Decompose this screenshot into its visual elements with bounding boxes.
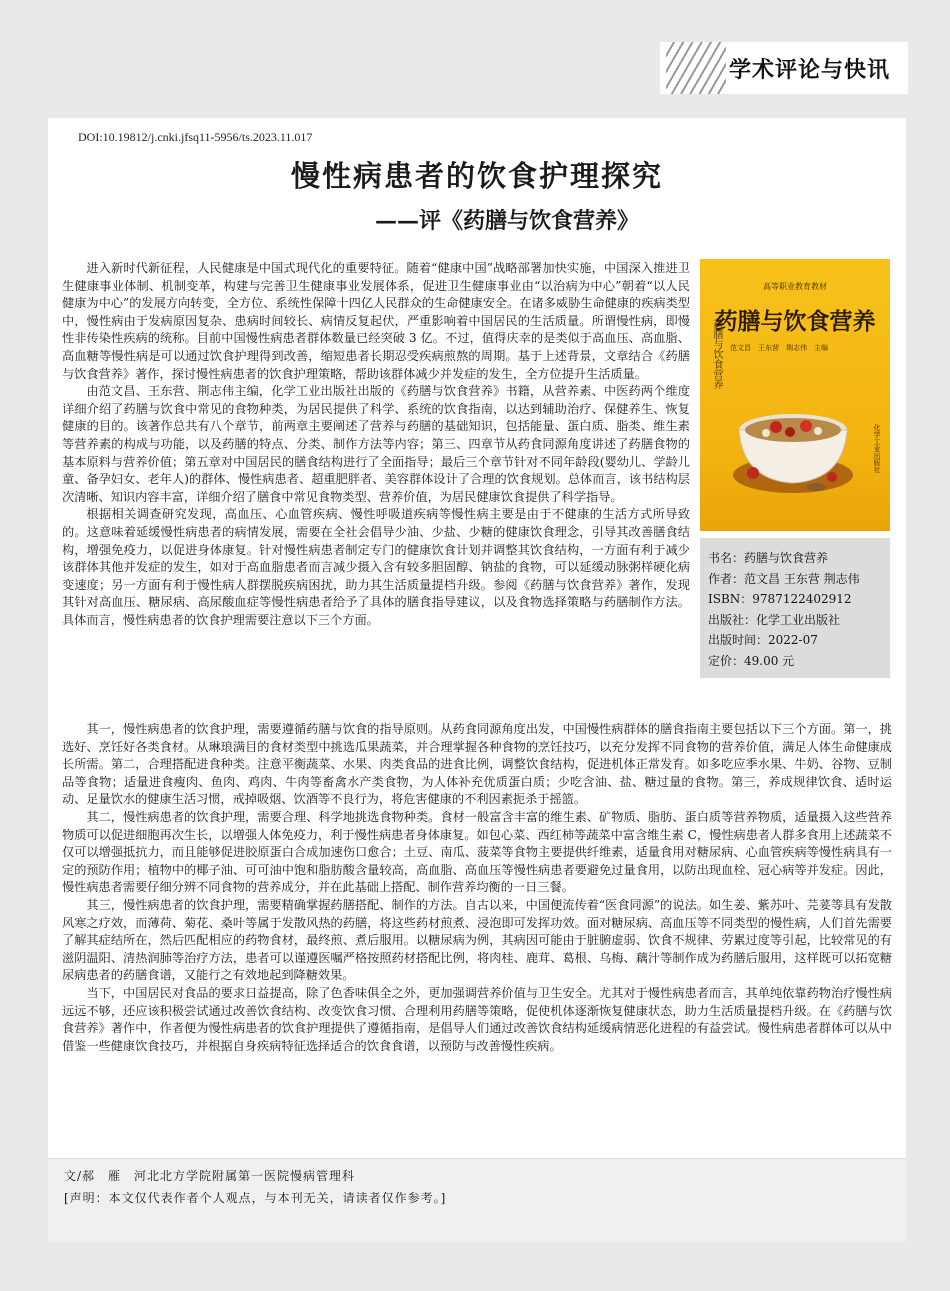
author-affiliation: 文/郝 雁 河北北方学院附属第一医院慢病管理科	[64, 1169, 356, 1183]
decorative-stripes	[666, 42, 726, 94]
article-body-full	[62, 721, 892, 1055]
disclaimer: [声明：本文仅代表作者个人观点，与本刊无关，请读者仅作参考。]	[64, 1191, 447, 1205]
book-publisher: 出版社：化学工业出版社	[708, 612, 841, 627]
cover-title: 药膳与饮食营养	[714, 308, 876, 335]
cover-publisher: 化学工业出版社	[873, 424, 881, 473]
paragraph-point-one: 其一，慢性病患者的饮食护理，需要遵循药膳与饮食的指导原则。从药食同源角度出发，中国慢性病群体的膳食指南主要包括以下三个方面。第一，挑选好、烹饪好各类食材。从琳琅满目的食材类型中挑选瓜果蔬菜，并合理掌握各种食物的烹饪技巧，以充分发挥不同食物的营养价值，满足人体生命健康成长所需。第二，合理搭配进食种类。注意平衡蔬菜、水果、肉类食品的进食比例，调整饮食结构，促进机体正常发育。如多吃应季水果、牛奶、谷物、豆制品等食物；适量进食瘦肉、鱼肉、鸡肉、牛肉等畜禽水产类食物，为人体补充优质蛋白质；少吃含油、盐、糖过量的食物。第三，养成规律饮食、适时运动、足量饮水的健康生活习惯，戒掉吸烟、饮酒等不良行为，将危害健康的不利因素扼杀于摇篮。	[62, 722, 892, 807]
paragraph-research: 根据相关调查研究发现，高血压、心血管疾病、慢性呼吸道疾病等慢性病主要是由于不健康的生活方式所导致的。这意味着延缓慢性病患者的病情发展，需要在全社会倡导少油、少盐、少糖的健康饮食理念，引导其改善膳食结构，增强免疫力，以促进身体康复。针对慢性病患者制定专门的健康饮食计划并调整其饮食结构，一方面有利于减少该群体其他并发症的发生，如对于高血脂患者而言减少摄入含有较多胆固醇、钠盐的食物，可以延缓动脉粥样硬化病变速度；另一方面有利于慢性病人群摆脱疾病困扰，助力其生活质量提档升级。参阅《药膳与饮食营养》著作，发现其针对高血压、糖尿病、高尿酸血症等慢性病患者给予了具体的膳食指导建议，以及食物选择策略与药膳制作方法。具体而言，慢性病患者的饮食护理需要注意以下三个方面。	[62, 507, 690, 627]
cover-side-title: 药膳与饮食营养	[711, 319, 722, 389]
book-isbn: ISBN：9787122402912	[708, 592, 852, 606]
section-tag-box	[660, 42, 908, 94]
section-header	[0, 42, 950, 94]
book-price: 定价：49.00 元	[708, 653, 795, 668]
book-info-box	[700, 538, 890, 678]
paragraph-point-three: 其三，慢性病患者的饮食护理，需要精确掌握药膳搭配、制作的方法。自古以来，中国便流传着“医食同源”的说法。如生姜、紫苏叶、芫荽等具有发散风寒之疗效，而薄荷、菊花、桑叶等属于发散风热的药膳，将这些药材煎煮、浸泡即可发挥功效。面对糖尿病、高血压等不同类型的慢性病，人们首先需要了解其症结所在，然后匹配相应的药物食材，最终煎、煮后服用。以糖尿病为例，其病因可能由于脏腑虚弱、饮食不规律、劳累过度等引起，比较常见的有滋阴温阳、清热润肺等治疗方法，患者可以谨遵医嘱严格按照药材搭配比例，将肉桂、鹿茸、葛根、乌梅、藕汁等制作成为药膳后服用，这样既可以拓宽糖尿病患者的药膳食谱，又能行之有效地起到降糖效果。	[62, 897, 892, 983]
doi-line: DOI:10.19812/j.cnki.jfsq11-5956/ts.2023.11.017	[78, 130, 313, 144]
bowl-illustration	[728, 375, 858, 505]
paragraph-intro: 进入新时代新征程，人民健康是中国式现代化的重要特征。随着“健康中国”战略部署加快实施，中国深入推进卫生健康事业体制、机制变革，构建与完善卫生健康事业发展体系，促进卫生健康事业由“以治病为中心”朝着“以人民健康为中心”的发展方向转变，全方位、系统性保障十四亿人民群众的生命健康安全。在诸多威胁生命健康的疾病类型中，慢性病由于发病原因复杂、患病时间较长、病情反复起伏，严重影响着中国居民的生活质量。所谓慢性病，即慢性非传染性疾病的统称。目前中国慢性病患者群体数量已经突破 3 亿。不过，值得庆幸的是类似于高血压、高血脂、高血糖等慢性病是可以通过饮食护理得到改善，缩短患者长期忍受疾病煎熬的周期。基于上述背景，文章结合《药膳与饮食营养》著作，探讨慢性病患者的饮食护理策略，帮助该群体减少并发症的发生，全方位提升生活质量。	[62, 261, 690, 381]
section-tag: 学术评论与快讯	[728, 57, 890, 83]
cover-authors: 范文昌 王东营 荆志伟 主编	[730, 344, 828, 352]
book-date: 出版时间：2022-07	[708, 633, 818, 647]
book-name: 书名：药膳与饮食营养	[708, 551, 829, 565]
paragraph-book-summary: 由范文昌、王东营、荆志伟主编，化学工业出版社出版的《药膳与饮食营养》书籍，从营养素、中医药两个维度详细介绍了药膳与饮食中常见的食物种类，为居民提供了科学、系统的饮食指南，以达到辅助治疗、保健养生、恢复健康的目的。该著作总共有八个章节，前两章主要阐述了营养与药膳的基础知识，包括能量、蛋白质、脂类、维生素等营养素的构成与功能，以及药膳的特点、分类、制作方法等内容；第三、四章节从药食同源角度讲述了药膳食物的基本原料与营养价值；第五章对中国居民的膳食结构进行了全面指导；最后三个章节针对不同年龄段(婴幼儿、学龄儿童、备孕妇女、老年人)的群体、慢性病患者、超重肥胖者、美容群体设计了合理的饮食规划。总体而言，该书结构层次清晰、知识内容丰富，详细介绍了膳食中常见食物类型、营养价值，为居民健康饮食提供了科学指导。	[62, 384, 690, 504]
paragraph-conclusion: 当下，中国居民对食品的要求日益提高，除了色香味俱全之外，更加强调营养价值与卫生安全。尤其对于慢性病患者而言，其单纯依靠药物治疗慢性病远远不够，还应该积极尝试通过改善饮食结构、改变饮食习惯、合理利用药膳等策略，促使机体逐渐恢复健康状态，助力生活质量提档升级。在《药膳与饮食营养》著作中，作者便为慢性病患者的饮食护理提供了遵循指南，是倡导人们通过改善饮食结构延缓病情恶化进程的有益尝试。慢性病患者群体可以从中借鉴一些健康饮食技巧，并根据自身疾病特征选择适合的饮食食谱，以预防与改善慢性疾病。	[62, 985, 892, 1053]
article-body-top	[62, 260, 690, 629]
cover-series: 高等职业教育教材	[763, 282, 827, 291]
paragraph-point-two: 其二，慢性病患者的饮食护理，需要合理、科学地挑选食物种类。食材一般富含丰富的维生素、矿物质、脂肪、蛋白质等营养物质，适量摄入这些营养物质可以促进细胞再次生长，以增强人体免疫力，利于慢性病患者身体康复。如包心菜、西红柿等蔬菜中富含维生素 C，慢性病患者人群多食用上述蔬菜不仅可以增强抵抗力，而且能够促进胶原蛋白合成加速伤口愈合；土豆、南瓜、菠菜等食物主要提供纤维素，适量食用对糖尿病、心血管疾病等慢性病具有一定的预防作用；植物中的椰子油、可可油中饱和脂肪酸含量较高，高血脂、高血压等慢性病患者要避免过量食用，以防出现血栓、冠心病等并发症。因此，慢性病患者需要仔细分辨不同食物的营养成分，并在此基础上搭配、制作营养均衡的一日三餐。	[62, 809, 892, 895]
book-cover-image	[700, 259, 890, 531]
article-page	[48, 118, 906, 1241]
article-subtitle: ——评《药膳与饮食营养》	[374, 208, 639, 234]
article-title: 慢性病患者的饮食护理探究	[290, 159, 663, 193]
article-footer	[48, 1158, 906, 1242]
book-authors: 作者：范文昌 王东营 荆志伟	[708, 571, 860, 586]
